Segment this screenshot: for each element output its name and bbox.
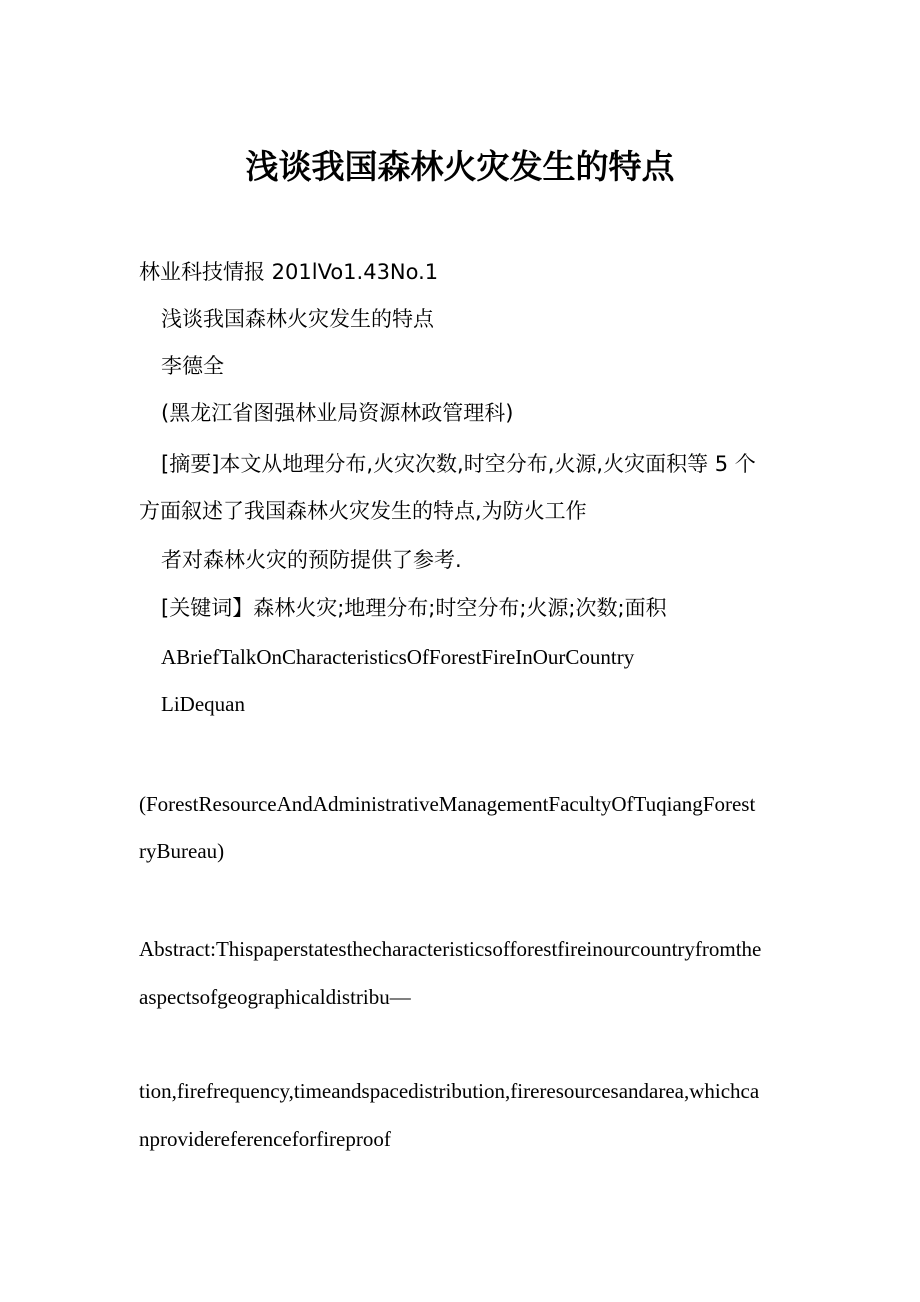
abstract-line-3: 者对森林火灾的预防提供了参考. — [161, 548, 462, 572]
abstract-line-2: 方面叙述了我国森林火灾发生的特点,为防火工作 — [139, 499, 587, 523]
abstract-line-1: [摘要]本文从地理分布,火灾次数,时空分布,火源,火灾面积等 5 个 — [161, 452, 756, 476]
english-author-line: LiDequan — [161, 692, 245, 716]
english-abstract-line-4: nprovidereferenceforfireproof — [139, 1127, 391, 1151]
affiliation-line: (黑龙江省图强林业局资源林政管理科) — [161, 401, 514, 425]
english-abstract-line-3: tion,firefrequency,timeandspacedistribution,fireresourcesandarea,whichca — [139, 1079, 760, 1103]
author-line: 李德全 — [161, 354, 224, 378]
english-affiliation-line-2: ryBureau) — [139, 839, 225, 863]
article-title-line: 浅谈我国森林火灾发生的特点 — [161, 307, 434, 331]
document-title: 浅谈我国森林火灾发生的特点 — [245, 147, 675, 186]
english-affiliation-line-1: (ForestResourceAndAdministrativeManagementFacultyOfTuqiangForest — [139, 792, 756, 816]
english-title-line: ABriefTalkOnCharacteristicsOfForestFireInOurCountry — [161, 645, 635, 669]
english-abstract-line-1: Abstract:Thispaperstatesthecharacteristicsofforestfireinourcountryfromthe — [139, 937, 762, 961]
keywords-line: [关键词】森林火灾;地理分布;时空分布;火源;次数;面积 — [161, 596, 667, 620]
english-abstract-line-2: aspectsofgeographicaldistribu— — [139, 985, 411, 1009]
journal-info: 林业科技情报 201lVo1.43No.1 — [139, 260, 439, 284]
